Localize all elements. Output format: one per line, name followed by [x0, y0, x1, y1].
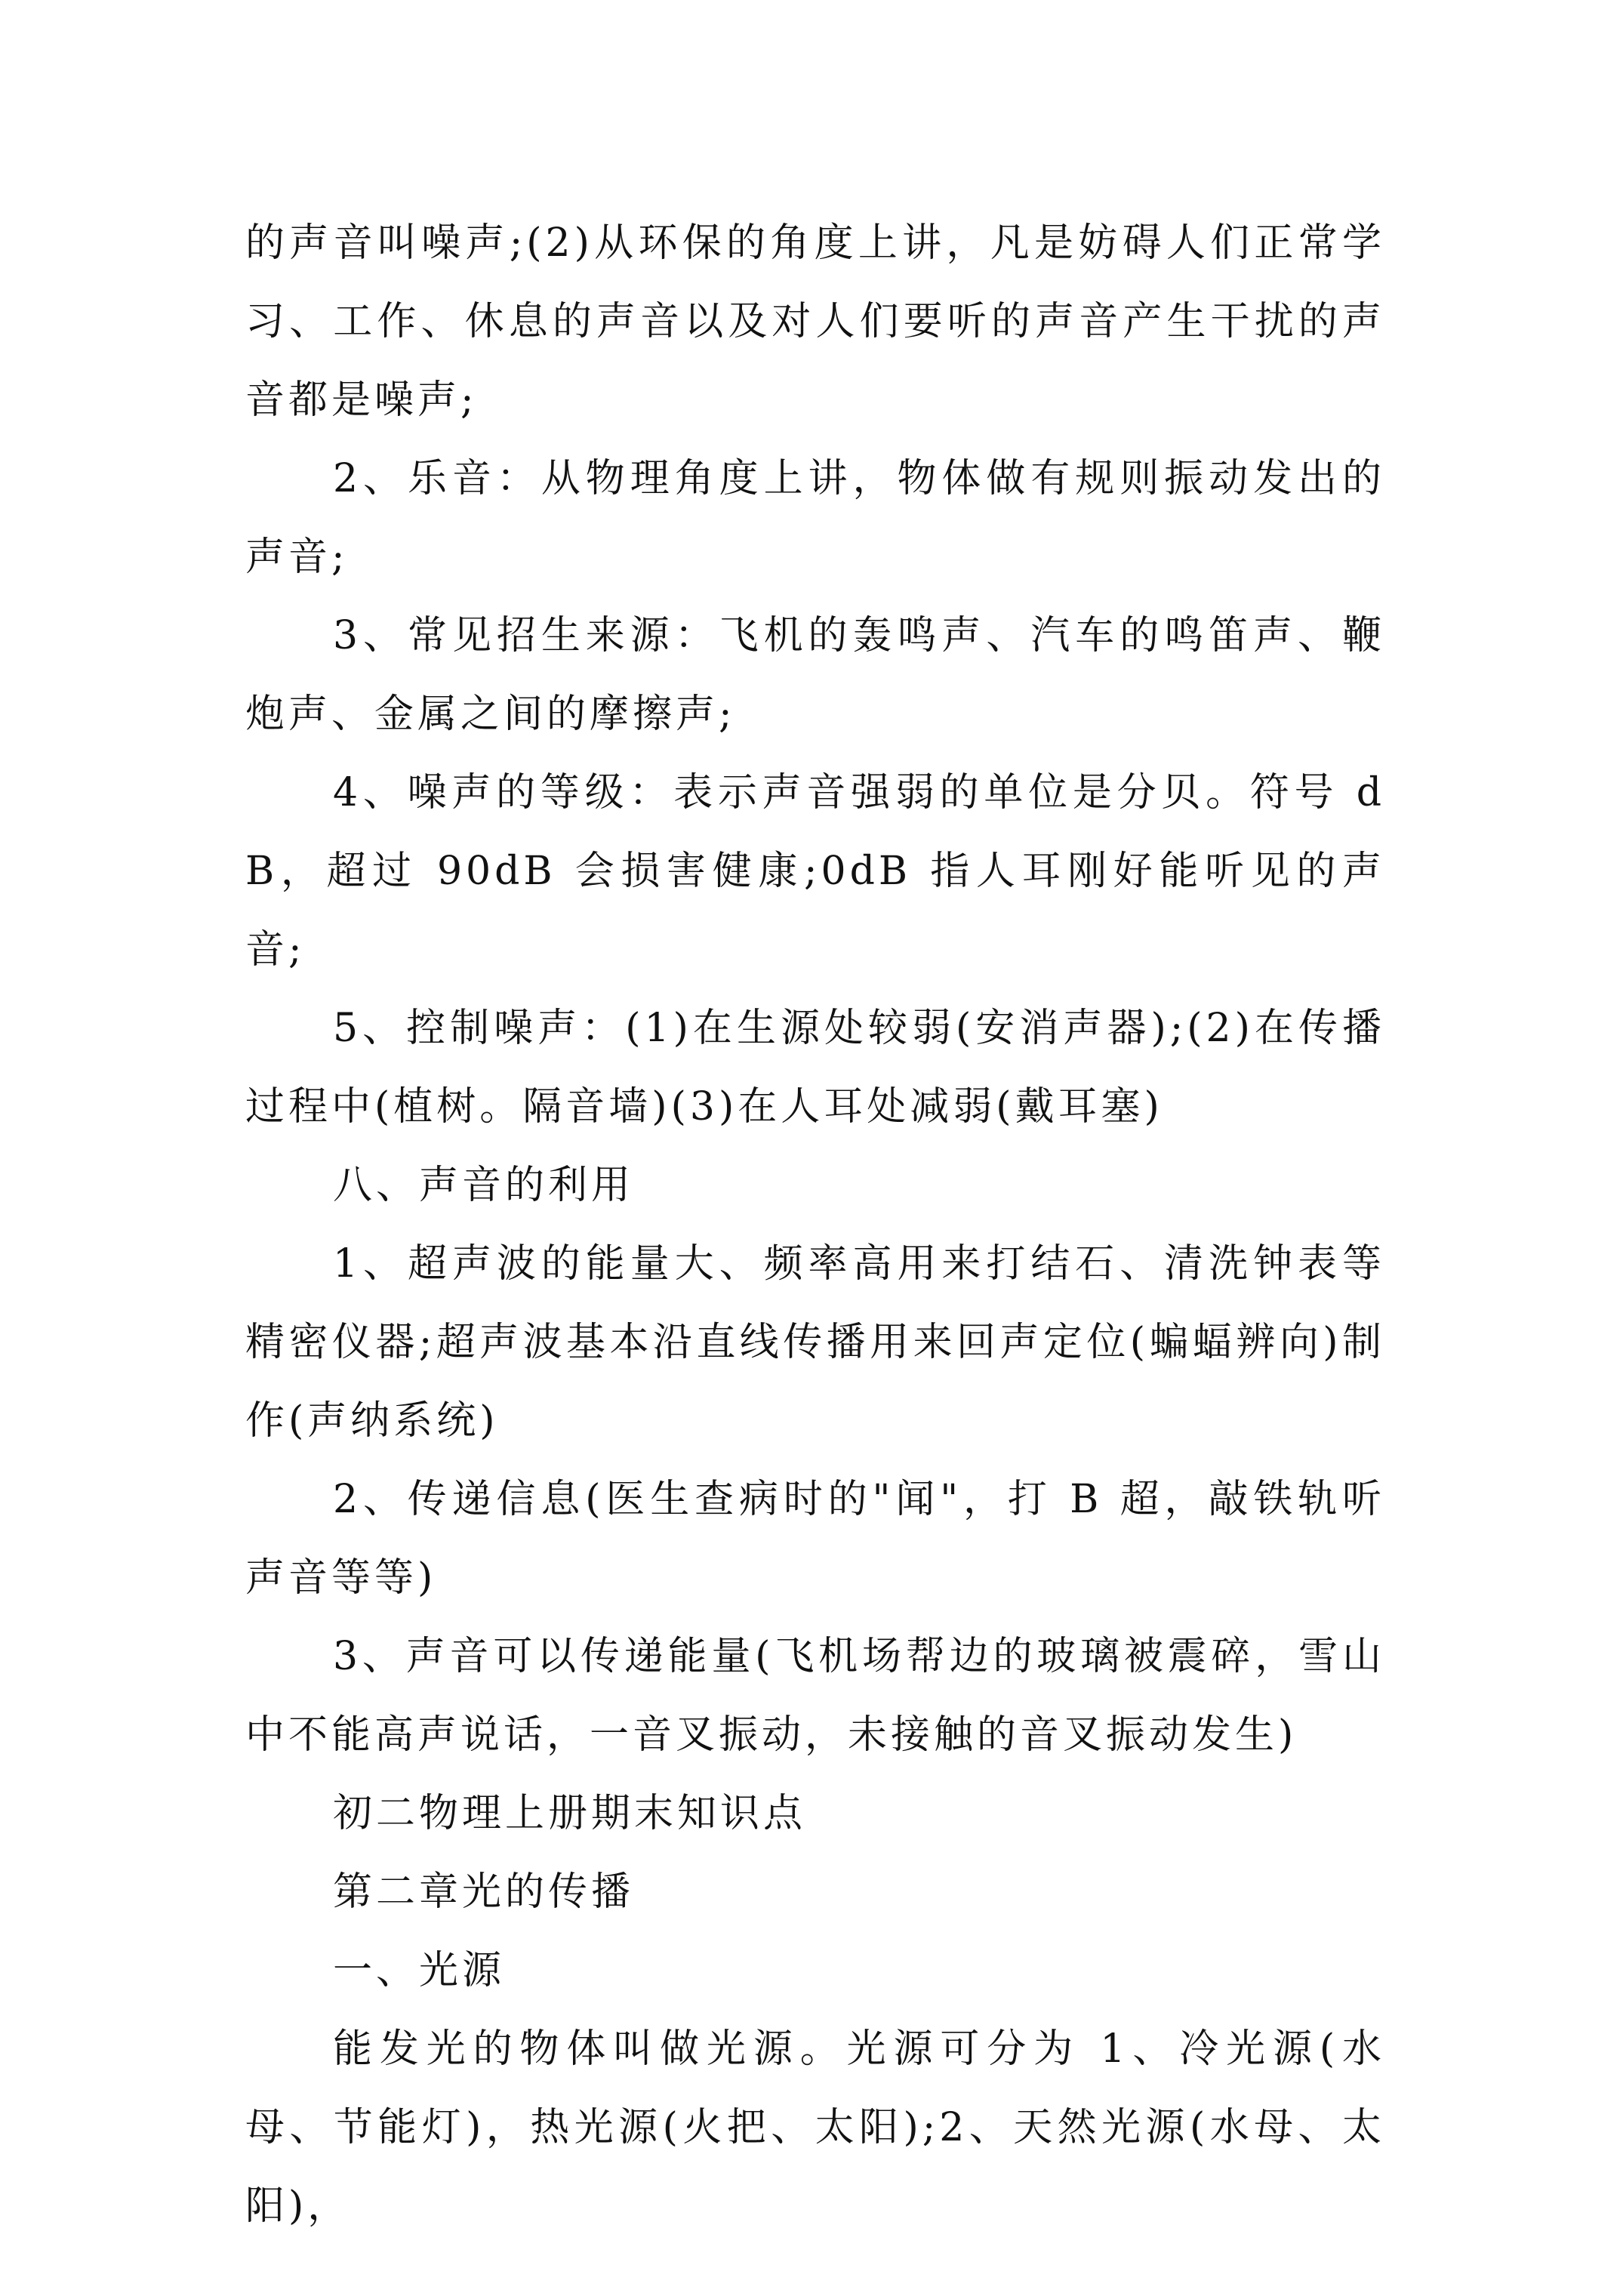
paragraph-noise-sources: 3、常见招生来源：飞机的轰鸣声、汽车的鸣笛声、鞭炮声、金属之间的摩擦声; — [245, 613, 1385, 737]
paragraph-transmit-information: 2、传递信息(医生查病时的"闻"，打 B 超，敲铁轨听声音等等) — [245, 1477, 1385, 1601]
document-subtitle: 初二物理上册期末知识点 — [333, 1791, 807, 1836]
chapter-heading: 第二章光的传播 — [333, 1869, 635, 1915]
paragraph-noise-control: 5、控制噪声：(1)在生源处较弱(安消声器);(2)在传播过程中(植树。隔音墙)(3)在人耳处减弱(戴耳塞) — [245, 1006, 1385, 1130]
paragraph-light-source-definition: 能发光的物体叫做光源。光源可分为 1、冷光源(水母、节能灯)，热光源(火把、太阳);2、天然光源(水母、太阳)， — [245, 2026, 1385, 2229]
paragraph-noise-levels: 4、噪声的等级：表示声音强弱的单位是分贝。符号 dB，超过 90dB 会损害健康;0dB 指人耳刚好能听见的声音; — [245, 770, 1385, 972]
paragraph-noise-definition: 的声音叫噪声;(2)从环保的角度上讲，凡是妨碍人们正常学习、工作、休息的声音以及对人们要听的声音产生干扰的声音都是噪声; — [245, 220, 1385, 423]
section-heading-sound-uses: 八、声音的利用 — [333, 1163, 635, 1208]
paragraph-ultrasound: 1、超声波的能量大、频率高用来打结石、清洗钟表等精密仪器;超声波基本沿直线传播用来回声定位(蝙蝠辨向)制作(声纳系统) — [245, 1241, 1385, 1444]
section-heading-light-source: 一、光源 — [333, 1948, 506, 1993]
paragraph-transmit-energy: 3、声音可以传递能量(飞机场帮边的玻璃被震碎，雪山中不能高声说话，一音叉振动，未接触的音叉振动发生) — [245, 1634, 1385, 1758]
paragraph-musical-sound: 2、乐音：从物理角度上讲，物体做有规则振动发出的声音; — [245, 456, 1385, 580]
document-body — [245, 204, 1385, 2245]
